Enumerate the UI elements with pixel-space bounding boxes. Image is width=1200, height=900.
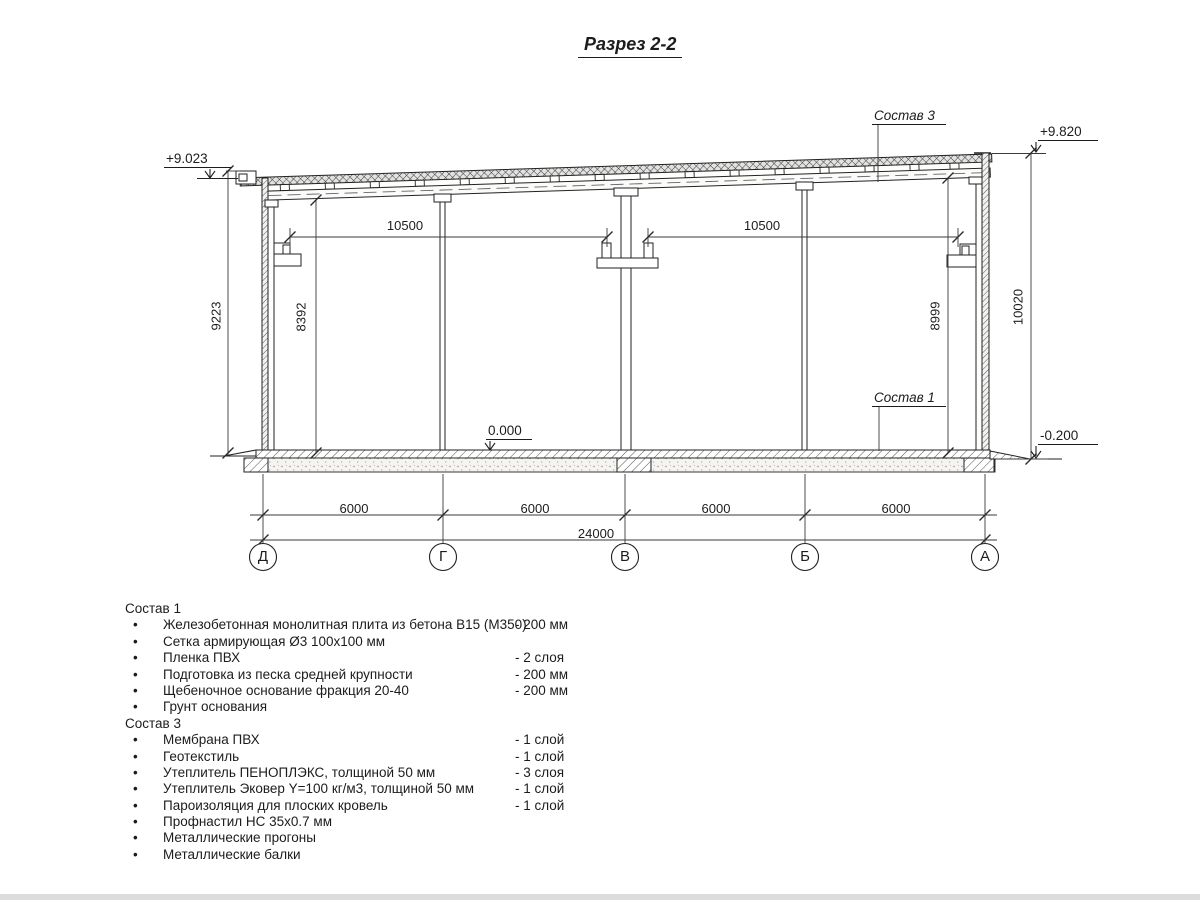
footing-left <box>244 458 268 472</box>
bullet-icon: • <box>133 764 138 780</box>
bullet-icon: • <box>133 846 138 862</box>
page-bottom-edge <box>0 894 1200 900</box>
axis-label-g: Г <box>438 548 448 566</box>
list-item <box>125 683 595 699</box>
list-item <box>125 617 595 633</box>
item-label: Железобетонная монолитная плита из бетона В15 (М350) <box>163 617 527 633</box>
item-label: Геотекстиль <box>163 748 240 764</box>
callout-sostav1: Состав 1 <box>872 390 946 407</box>
list-item <box>125 699 595 715</box>
dim-height-left-inner: 8392 <box>293 302 309 332</box>
item-value: - 1 слой <box>515 732 565 748</box>
footing-mid <box>617 458 651 472</box>
item-value: - 1 слой <box>515 797 565 813</box>
sostav3-heading: Состав 3 <box>125 715 181 731</box>
item-label: Пленка ПВХ <box>163 650 241 666</box>
dim-bay-3: 6000 <box>701 501 731 516</box>
bullet-icon: • <box>133 650 138 666</box>
dim-span-left: 10500 <box>386 218 424 233</box>
dim-bay-2: 6000 <box>520 501 550 516</box>
list-item <box>125 650 595 666</box>
item-value: - 200 мм <box>515 682 569 698</box>
bullet-icon: • <box>133 814 138 830</box>
list-item <box>125 667 595 683</box>
column-b <box>802 190 807 453</box>
left-wall-panel <box>262 178 268 457</box>
item-value: - 200 мм <box>515 617 569 633</box>
left-gutter <box>236 171 256 184</box>
sostav1-heading: Состав 1 <box>125 601 181 616</box>
item-value: - 200 мм <box>515 666 569 682</box>
bullet-icon: • <box>133 666 138 682</box>
drawing-title: Разрез 2-2 <box>578 34 682 58</box>
capital-v <box>614 188 638 196</box>
dim-height-left-outer: 9223 <box>208 301 224 331</box>
item-label: Сетка армирующая Ø3 100x100 мм <box>163 633 386 649</box>
left-column-capital <box>265 200 278 207</box>
bullet-icon: • <box>133 617 138 633</box>
item-label: Профнастил НС 35х0.7 мм <box>163 814 332 830</box>
list-item <box>125 749 595 765</box>
floor-slab <box>210 450 1062 472</box>
list-item <box>125 847 595 863</box>
dim-bay-1: 6000 <box>339 501 369 516</box>
walls-and-columns <box>262 153 989 468</box>
right-column <box>976 184 982 453</box>
right-column-capital <box>969 177 983 184</box>
list-item <box>125 634 595 650</box>
bullet-icon: • <box>133 781 138 797</box>
dim-height-right-inner: 8999 <box>927 301 943 331</box>
bullet-icon: • <box>133 748 138 764</box>
column-v <box>621 196 631 468</box>
item-value: - 1 слой <box>515 781 565 797</box>
item-label: Пароизоляция для плоских кровель <box>163 797 388 813</box>
item-value: - 1 слой <box>515 748 565 764</box>
dim-bay-4: 6000 <box>881 501 911 516</box>
axis-label-b: Б <box>800 548 810 566</box>
item-label: Утеплитель Эковер Y=100 кг/м3, толщиной 50 мм <box>163 781 475 797</box>
bullet-icon: • <box>133 797 138 813</box>
capital-b <box>796 182 813 190</box>
list-item <box>125 732 595 748</box>
elevation-base: -0.200 <box>1038 428 1098 445</box>
axis-label-a: А <box>979 548 991 566</box>
item-label: Грунт основания <box>163 699 268 715</box>
elevation-floor: 0.000 <box>486 423 532 440</box>
right-apron <box>990 451 1030 459</box>
axis-label-v: В <box>619 548 631 566</box>
footing-right <box>964 458 994 472</box>
bullet-icon: • <box>133 633 138 649</box>
list-item <box>125 830 595 846</box>
elevation-left: +9.023 <box>164 151 232 168</box>
list-item <box>125 765 595 781</box>
capital-g <box>434 194 451 202</box>
column-g <box>440 202 445 453</box>
list-item <box>125 814 595 830</box>
item-label: Мембрана ПВХ <box>163 732 260 748</box>
dim-span-right: 10500 <box>743 218 781 233</box>
elevation-right: +9.820 <box>1038 124 1098 141</box>
bullet-icon: • <box>133 682 138 698</box>
item-value: - 2 слоя <box>515 650 565 666</box>
item-label: Подготовка из песка средней крупности <box>163 666 413 682</box>
left-column <box>268 207 274 453</box>
dim-total: 24000 <box>577 526 615 541</box>
callout-sostav3: Состав 3 <box>872 108 946 125</box>
bullet-icon: • <box>133 699 138 715</box>
item-value: - 3 слоя <box>515 764 565 780</box>
item-label: Металлические балки <box>163 846 301 862</box>
material-lists <box>125 601 595 863</box>
list-item <box>125 798 595 814</box>
axis-label-d: Д <box>257 548 269 566</box>
item-label: Металлические прогоны <box>163 830 316 846</box>
item-label: Щебеночное основание фракция 20-40 <box>163 682 409 698</box>
list-item <box>125 781 595 797</box>
bullet-icon: • <box>133 830 138 846</box>
item-label: Утеплитель ПЕНОПЛЭКС, толщиной 50 мм <box>163 764 436 780</box>
bullet-icon: • <box>133 732 138 748</box>
dim-height-right-outer: 10020 <box>1010 288 1026 326</box>
right-wall-panel <box>982 153 989 459</box>
